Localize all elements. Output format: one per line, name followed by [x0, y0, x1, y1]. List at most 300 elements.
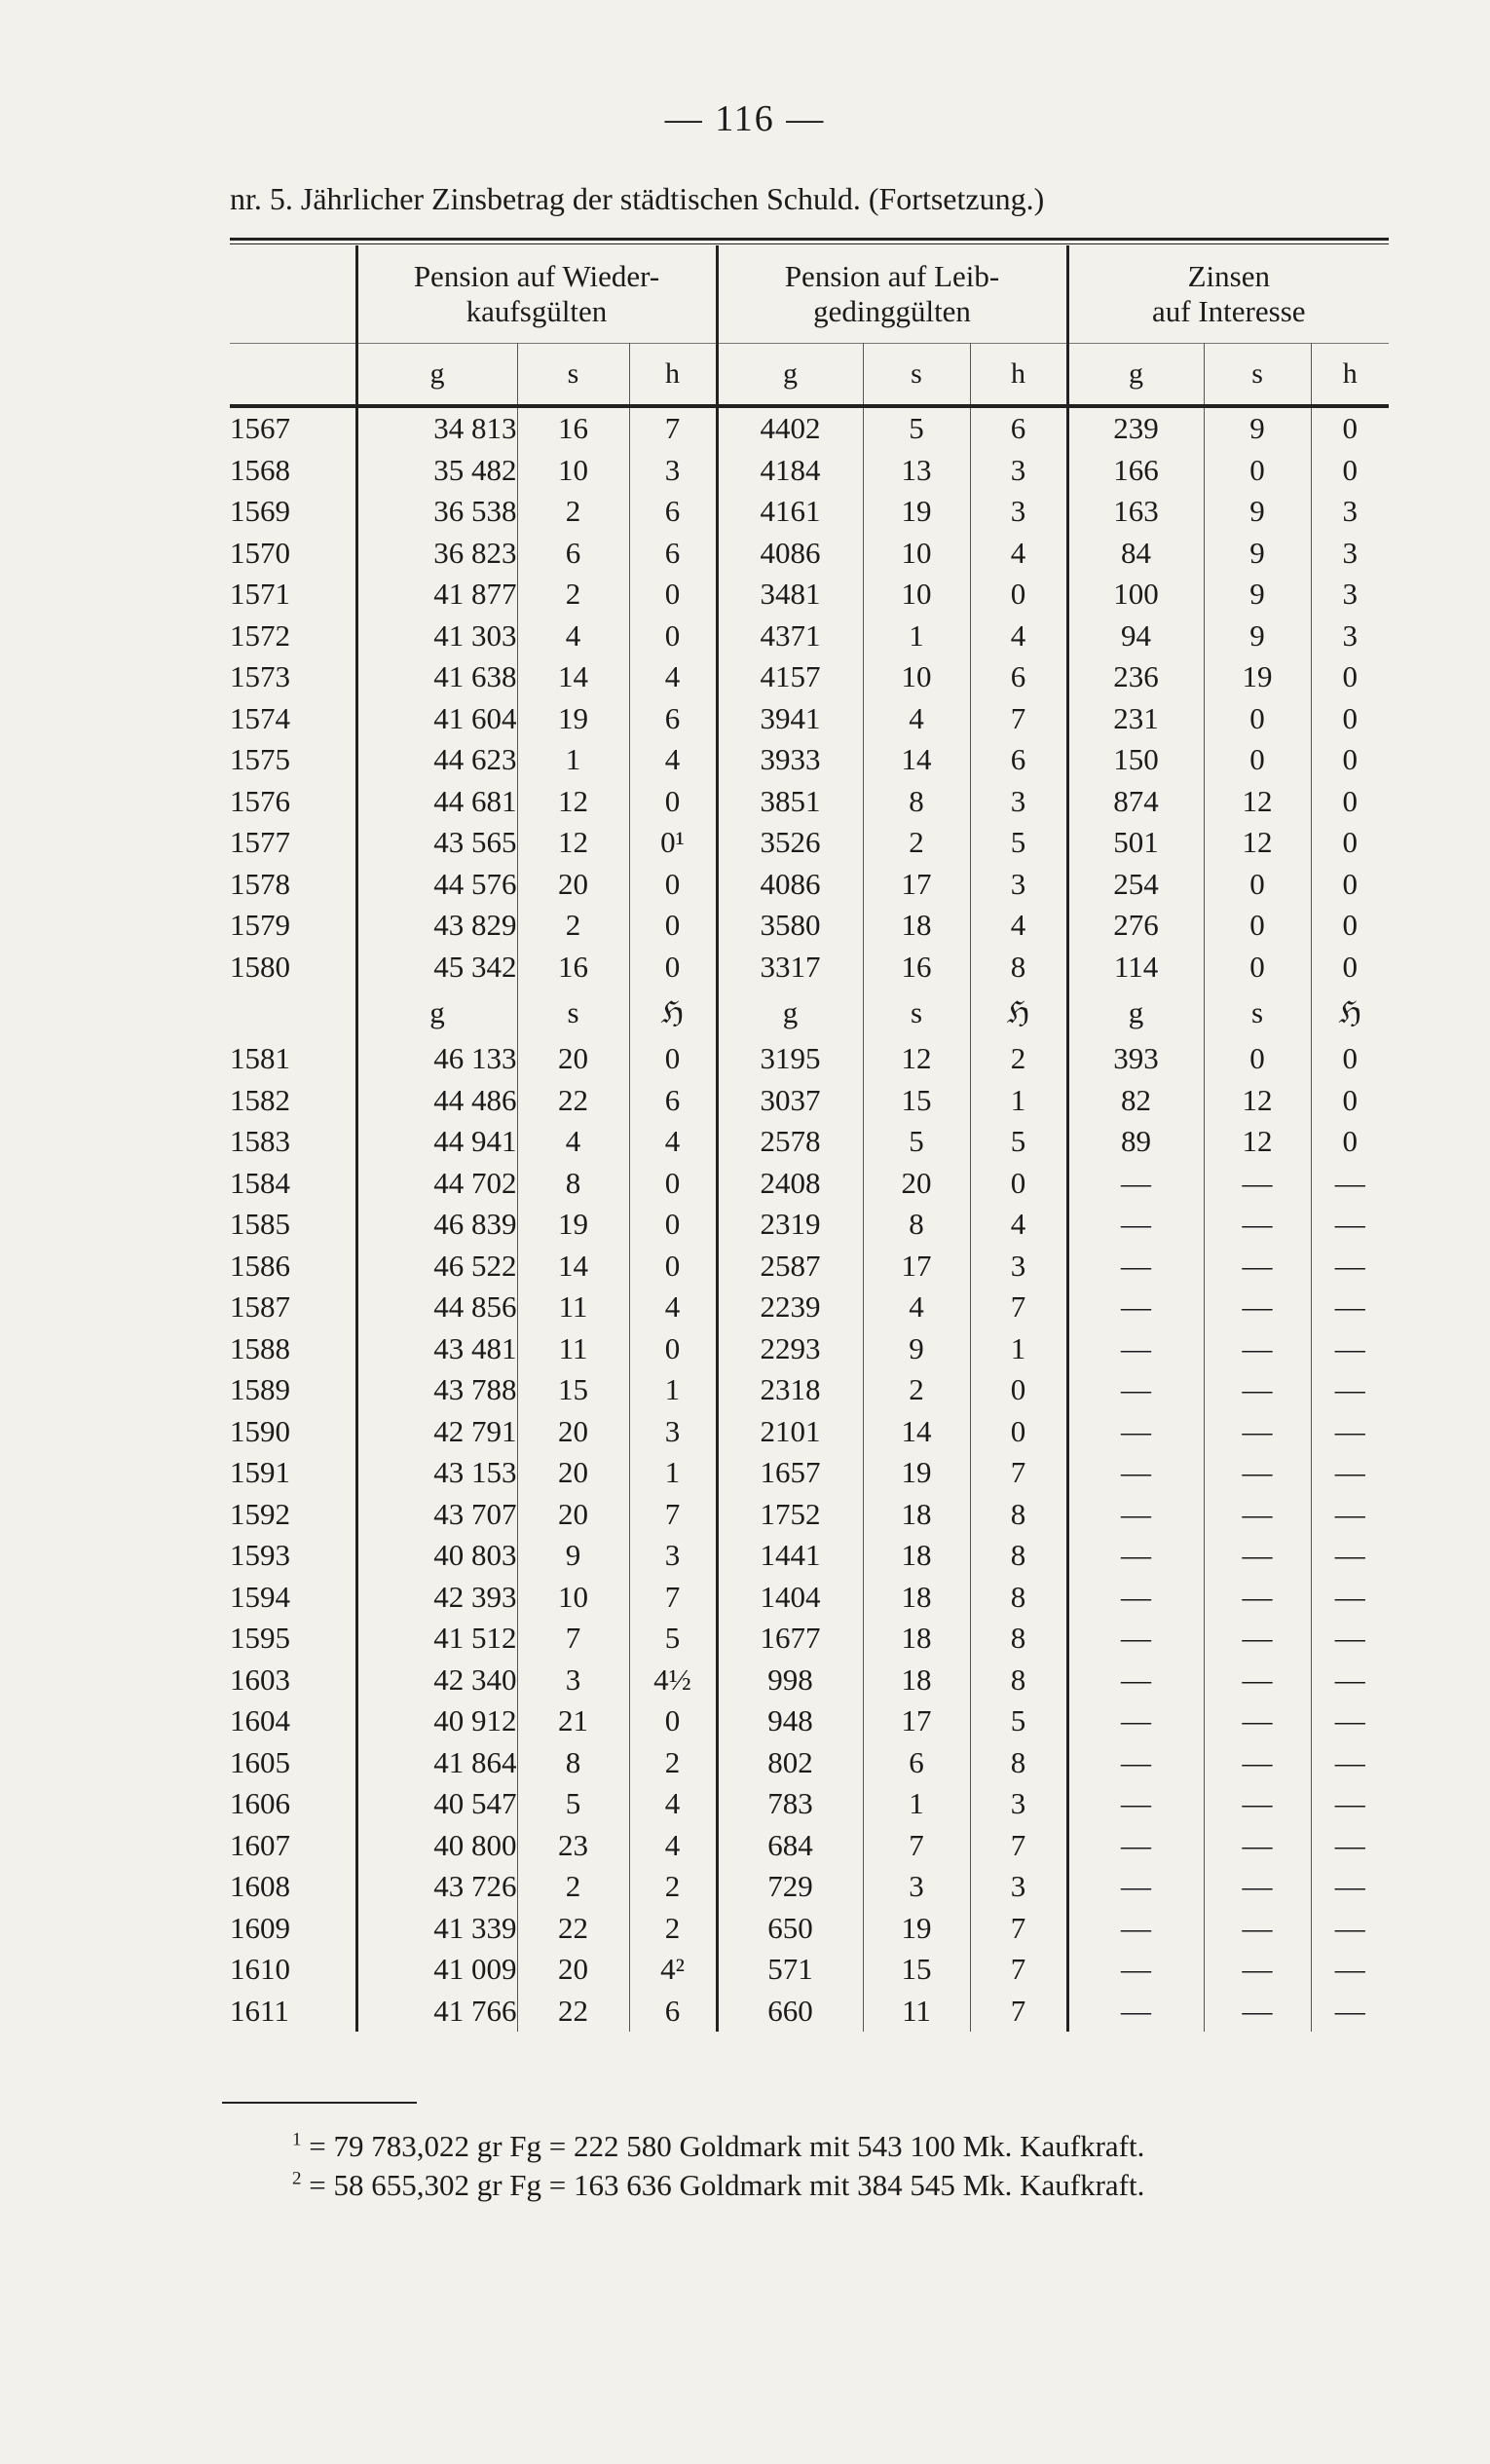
table-cell: 7: [629, 1577, 717, 1619]
table-cell: —: [1067, 1700, 1204, 1742]
table-cell: —: [1204, 1742, 1311, 1784]
table-cell: 10: [517, 1577, 629, 1619]
table-cell: 2239: [717, 1287, 863, 1328]
footnote-text: = 79 783,022 gr Fg = 222 580 Goldmark mit 543 100 Mk. Kaufkraft.: [301, 2129, 1145, 2163]
table-cell: 17: [863, 1700, 970, 1742]
table-cell: 13: [863, 450, 970, 492]
table-cell: 10: [863, 574, 970, 616]
table-cell: 0: [629, 616, 717, 657]
footnote: [292, 2166, 1144, 2205]
table-row: [230, 947, 1389, 989]
table-cell: 35 482: [356, 450, 517, 492]
table-cell: 2293: [717, 1328, 863, 1370]
table-cell: 0: [1311, 1038, 1389, 1080]
table-cell: 44 623: [356, 739, 517, 781]
table-cell: 4: [970, 616, 1067, 657]
table-cell: 9: [1204, 406, 1311, 450]
table-cell: 0: [629, 864, 717, 906]
table-cell: 4: [863, 698, 970, 740]
table-row: [230, 1991, 1389, 2033]
table-cell: —: [1311, 1535, 1389, 1577]
subheader-cell: ℌ: [629, 988, 717, 1038]
year-cell: 1603: [230, 1661, 290, 1697]
unit-header-cell: g: [356, 344, 517, 407]
table-cell: 1657: [717, 1452, 863, 1494]
table-cell: —: [1204, 1204, 1311, 1246]
table-cell: 2: [517, 574, 629, 616]
table-cell: 9: [1204, 574, 1311, 616]
table-cell: 2: [629, 1908, 717, 1950]
year-cell: 1570: [230, 535, 290, 570]
table-row: [230, 1369, 1389, 1411]
table-cell: —: [1311, 1369, 1389, 1411]
table-cell: —: [1311, 1618, 1389, 1660]
table-cell: —: [1067, 1494, 1204, 1536]
table-cell: 0: [1311, 822, 1389, 864]
caption-rule: [230, 238, 1389, 241]
table-cell: 8: [970, 1535, 1067, 1577]
table-cell: 6: [863, 1742, 970, 1784]
table-row: [230, 491, 1389, 533]
year-cell: 1586: [230, 1248, 290, 1283]
table-cell: —: [1204, 1369, 1311, 1411]
table-cell: 2: [970, 1038, 1067, 1080]
table-row: [230, 1660, 1389, 1701]
footnote-mark: 1: [292, 2129, 302, 2150]
year-cell: 1585: [230, 1207, 290, 1242]
table-cell: —: [1067, 1163, 1204, 1205]
table-cell: 5: [629, 1618, 717, 1660]
table-cell: —: [1204, 1452, 1311, 1494]
table-cell: —: [1311, 1494, 1389, 1536]
table-cell: —: [1204, 1246, 1311, 1288]
table-cell: 163: [1067, 491, 1204, 533]
table-cell: —: [1204, 1660, 1311, 1701]
currency-subheader-row: [230, 988, 1389, 1038]
table-cell: 2: [863, 1369, 970, 1411]
year-cell: 1584: [230, 1165, 290, 1200]
table-cell: —: [1311, 1660, 1389, 1701]
table-cell: 9: [863, 1328, 970, 1370]
table-cell: 7: [517, 1618, 629, 1660]
table-cell: 2587: [717, 1246, 863, 1288]
footnote-text: = 58 655,302 gr Fg = 163 636 Goldmark mit 384 545 Mk. Kaufkraft.: [301, 2168, 1145, 2202]
table-cell: 3: [517, 1660, 629, 1701]
table-cell: —: [1311, 1246, 1389, 1288]
year-cell: 1605: [230, 1744, 290, 1779]
table-cell: 4: [970, 533, 1067, 575]
table-cell: 3851: [717, 781, 863, 823]
table-cell: 3037: [717, 1080, 863, 1122]
table-cell: 0¹: [629, 822, 717, 864]
subheader-cell: g: [356, 988, 517, 1038]
table-cell: 948: [717, 1700, 863, 1742]
table-cell: 7: [970, 698, 1067, 740]
year-cell: 1575: [230, 742, 290, 777]
unit-header-cell: h: [970, 344, 1067, 407]
table-cell: 3317: [717, 947, 863, 989]
footnote-rule: [222, 2102, 417, 2104]
table-cell: 1752: [717, 1494, 863, 1536]
table-cell: 2: [863, 822, 970, 864]
table-cell: 2101: [717, 1411, 863, 1453]
table-cell: 5: [970, 822, 1067, 864]
table-cell: —: [1204, 1949, 1311, 1991]
table-cell: 84: [1067, 533, 1204, 575]
table-cell: 8: [970, 1660, 1067, 1701]
table-cell: 5: [517, 1783, 629, 1825]
table-cell: 44 576: [356, 864, 517, 906]
table-cell: 998: [717, 1660, 863, 1701]
table-cell: —: [1311, 1577, 1389, 1619]
table-cell: 0: [1311, 905, 1389, 947]
table-cell: 4: [629, 1121, 717, 1163]
subheader-year: [230, 988, 356, 1038]
table-cell: 45 342: [356, 947, 517, 989]
table-row: [230, 1866, 1389, 1908]
table-cell: —: [1311, 1742, 1389, 1784]
table-cell: 0: [629, 905, 717, 947]
table-cell: —: [1067, 1411, 1204, 1453]
year-cell: 1611: [230, 1993, 289, 2028]
table-cell: —: [1204, 1908, 1311, 1950]
table-cell: 8: [970, 1577, 1067, 1619]
table-cell: —: [1311, 1204, 1389, 1246]
table-cell: 0: [970, 1163, 1067, 1205]
table-cell: —: [1311, 1991, 1389, 2033]
table-cell: 6: [629, 1991, 717, 2033]
table-cell: —: [1067, 1452, 1204, 1494]
table-cell: 8: [970, 1618, 1067, 1660]
table-cell: 393: [1067, 1038, 1204, 1080]
table-cell: 41 512: [356, 1618, 517, 1660]
table-cell: 684: [717, 1825, 863, 1867]
table-cell: 0: [1311, 698, 1389, 740]
table-row: [230, 1038, 1389, 1080]
table-cell: 9: [1204, 491, 1311, 533]
year-cell: 1572: [230, 617, 290, 653]
table-row: [230, 1618, 1389, 1660]
table-row: [230, 1328, 1389, 1370]
table-cell: 15: [863, 1949, 970, 1991]
table-cell: —: [1067, 1660, 1204, 1701]
table-cell: 0: [1311, 739, 1389, 781]
table-cell: 0: [629, 1163, 717, 1205]
table-row: [230, 406, 1389, 450]
table-cell: —: [1067, 1825, 1204, 1867]
table-cell: 10: [517, 450, 629, 492]
table-row: [230, 1949, 1389, 1991]
table-cell: 150: [1067, 739, 1204, 781]
table-cell: 2408: [717, 1163, 863, 1205]
subheader-cell: s: [863, 988, 970, 1038]
table-cell: 6: [970, 656, 1067, 698]
table-cell: —: [1067, 1949, 1204, 1991]
table-cell: 43 565: [356, 822, 517, 864]
subheader-cell: ℌ: [1311, 988, 1389, 1038]
caption-rule-thin: [230, 243, 1389, 244]
table-cell: —: [1067, 1535, 1204, 1577]
table-cell: 11: [517, 1287, 629, 1328]
table-cell: 9: [517, 1535, 629, 1577]
year-cell: 1606: [230, 1786, 290, 1821]
table-cell: —: [1204, 1618, 1311, 1660]
table-cell: —: [1067, 1369, 1204, 1411]
subheader-cell: s: [1204, 988, 1311, 1038]
table-cell: 19: [517, 698, 629, 740]
table-cell: 4: [970, 1204, 1067, 1246]
table-row: [230, 1700, 1389, 1742]
table-cell: 3: [1311, 574, 1389, 616]
table-cell: 9: [1204, 533, 1311, 575]
table-cell: 7: [629, 1494, 717, 1536]
table-cell: 44 856: [356, 1287, 517, 1328]
table-cell: 44 941: [356, 1121, 517, 1163]
table-cell: 43 481: [356, 1328, 517, 1370]
year-header: [230, 245, 356, 344]
table-cell: —: [1311, 1866, 1389, 1908]
table-cell: 20: [517, 864, 629, 906]
table-cell: 4: [629, 656, 717, 698]
table-cell: 5: [863, 1121, 970, 1163]
year-cell: 1607: [230, 1827, 290, 1862]
table-cell: 0: [629, 1204, 717, 1246]
table-cell: 12: [1204, 822, 1311, 864]
table-cell: 3: [1311, 491, 1389, 533]
table-cell: 114: [1067, 947, 1204, 989]
table-cell: 3: [970, 491, 1067, 533]
unit-header-cell: g: [717, 344, 863, 407]
year-cell: 1573: [230, 659, 290, 694]
footnote-mark: 2: [292, 2168, 302, 2189]
table-cell: 43 707: [356, 1494, 517, 1536]
unit-header-cell: h: [1311, 344, 1389, 407]
table-cell: 1: [629, 1452, 717, 1494]
table-cell: —: [1067, 1866, 1204, 1908]
table-cell: 0: [629, 1700, 717, 1742]
table-cell: 12: [863, 1038, 970, 1080]
table-cell: 2: [517, 905, 629, 947]
table-cell: 44 486: [356, 1080, 517, 1122]
year-cell: 1582: [230, 1082, 290, 1117]
table-cell: 11: [517, 1328, 629, 1370]
table-cell: —: [1311, 1908, 1389, 1950]
table-cell: 4371: [717, 616, 863, 657]
table-cell: 19: [863, 1908, 970, 1950]
year-cell: 1604: [230, 1703, 290, 1738]
table-cell: 36 538: [356, 491, 517, 533]
table-cell: 8: [517, 1163, 629, 1205]
table-row: [230, 1204, 1389, 1246]
year-cell: 1608: [230, 1869, 290, 1904]
table-cell: 0: [1311, 450, 1389, 492]
table-cell: 16: [517, 947, 629, 989]
table-cell: 4: [970, 905, 1067, 947]
table-row: [230, 1577, 1389, 1619]
table-row: [230, 574, 1389, 616]
table-cell: 3195: [717, 1038, 863, 1080]
table-cell: 42 393: [356, 1577, 517, 1619]
table-cell: 4: [517, 1121, 629, 1163]
table-cell: 41 009: [356, 1949, 517, 1991]
table-cell: 276: [1067, 905, 1204, 947]
year-cell: 1569: [230, 494, 290, 529]
page-number: — 116 —: [664, 98, 826, 139]
table-cell: 783: [717, 1783, 863, 1825]
table-cell: —: [1311, 1949, 1389, 1991]
table-cell: 1: [970, 1080, 1067, 1122]
table-cell: 8: [970, 947, 1067, 989]
table-cell: 5: [970, 1121, 1067, 1163]
table-cell: —: [1204, 1825, 1311, 1867]
table-cell: 17: [863, 864, 970, 906]
table-row: [230, 1121, 1389, 1163]
table-row: [230, 739, 1389, 781]
table-cell: 2: [517, 1866, 629, 1908]
table-cell: 20: [517, 1452, 629, 1494]
year-cell: 1568: [230, 452, 290, 487]
table-row: [230, 450, 1389, 492]
table-cell: 20: [517, 1949, 629, 1991]
table-cell: —: [1311, 1411, 1389, 1453]
table-cell: 18: [863, 905, 970, 947]
table-cell: 10: [863, 656, 970, 698]
year-cell: 1579: [230, 908, 290, 943]
table-cell: 6: [629, 698, 717, 740]
table-cell: 4157: [717, 656, 863, 698]
table-row: [230, 1287, 1389, 1328]
table-cell: 8: [863, 781, 970, 823]
table-cell: 0: [1204, 739, 1311, 781]
table-cell: 0: [1204, 450, 1311, 492]
table-cell: 1: [863, 616, 970, 657]
table-cell: 43 829: [356, 905, 517, 947]
table-cell: —: [1204, 1577, 1311, 1619]
subheader-cell: g: [1067, 988, 1204, 1038]
table-cell: 3: [863, 1866, 970, 1908]
year-cell: 1594: [230, 1579, 290, 1614]
table-cell: 44 681: [356, 781, 517, 823]
table-cell: 19: [863, 491, 970, 533]
table-cell: 3: [970, 781, 1067, 823]
table-cell: 12: [1204, 1080, 1311, 1122]
table-cell: 23: [517, 1825, 629, 1867]
table-cell: 4: [629, 739, 717, 781]
table-cell: 0: [629, 1038, 717, 1080]
table-cell: 4086: [717, 864, 863, 906]
unit-header-cell: s: [863, 344, 970, 407]
table-cell: 236: [1067, 656, 1204, 698]
table-cell: 34 813: [356, 406, 517, 450]
table-cell: 43 726: [356, 1866, 517, 1908]
table-cell: —: [1311, 1287, 1389, 1328]
table-cell: 3: [1311, 616, 1389, 657]
table-cell: 8: [863, 1204, 970, 1246]
year-cell: 1583: [230, 1124, 290, 1159]
table-cell: 7: [970, 1825, 1067, 1867]
table-cell: 2318: [717, 1369, 863, 1411]
table-cell: 7: [970, 1908, 1067, 1950]
table-cell: 0: [629, 1328, 717, 1370]
table-cell: 19: [1204, 656, 1311, 698]
table-cell: 20: [517, 1494, 629, 1536]
table-cell: —: [1067, 1577, 1204, 1619]
table-cell: 7: [970, 1949, 1067, 1991]
table-cell: —: [1067, 1204, 1204, 1246]
table-cell: 802: [717, 1742, 863, 1784]
year-cell: 1577: [230, 825, 290, 860]
table-cell: 1: [863, 1783, 970, 1825]
table-row: [230, 698, 1389, 740]
unit-header-cell: s: [517, 344, 629, 407]
table-cell: 4: [863, 1287, 970, 1328]
table-cell: —: [1204, 1411, 1311, 1453]
footnote: [292, 2127, 1144, 2166]
table-row: [230, 1535, 1389, 1577]
table-row: [230, 905, 1389, 947]
table-cell: 0: [1204, 905, 1311, 947]
year-cell: 1567: [230, 411, 290, 446]
table-cell: 4½: [629, 1660, 717, 1701]
table-cell: 18: [863, 1618, 970, 1660]
table-cell: 12: [517, 781, 629, 823]
table-cell: 100: [1067, 574, 1204, 616]
table-cell: 12: [517, 822, 629, 864]
table-cell: 1: [517, 739, 629, 781]
table-cell: 0: [970, 1369, 1067, 1411]
table-cell: 14: [517, 656, 629, 698]
table-cell: 0: [1311, 406, 1389, 450]
table-cell: 729: [717, 1866, 863, 1908]
table-cell: 650: [717, 1908, 863, 1950]
year-cell: 1580: [230, 949, 290, 984]
table-row: [230, 1452, 1389, 1494]
table-row: [230, 1411, 1389, 1453]
table-cell: 18: [863, 1660, 970, 1701]
table-row: [230, 1908, 1389, 1950]
subheader-cell: s: [517, 988, 629, 1038]
table-cell: 4184: [717, 450, 863, 492]
table-cell: 0: [970, 574, 1067, 616]
table-cell: 3580: [717, 905, 863, 947]
table-cell: 19: [863, 1452, 970, 1494]
table-cell: 3: [629, 1411, 717, 1453]
table-cell: 0: [1204, 864, 1311, 906]
table-cell: 4: [629, 1783, 717, 1825]
table-cell: 6: [970, 406, 1067, 450]
table-cell: 239: [1067, 406, 1204, 450]
table-cell: —: [1311, 1783, 1389, 1825]
table-cell: 41 638: [356, 656, 517, 698]
table-cell: 4402: [717, 406, 863, 450]
table-cell: 41 766: [356, 1991, 517, 2033]
unit-header-row: [230, 344, 1389, 407]
table-cell: 9: [1204, 616, 1311, 657]
table-cell: —: [1067, 1908, 1204, 1950]
table-cell: —: [1204, 1783, 1311, 1825]
table-cell: 4: [517, 616, 629, 657]
table-cell: 12: [1204, 1121, 1311, 1163]
table-cell: —: [1204, 1991, 1311, 2033]
subheader-cell: g: [717, 988, 863, 1038]
table-cell: —: [1204, 1866, 1311, 1908]
year-cell: 1592: [230, 1496, 290, 1531]
table-cell: 46 839: [356, 1204, 517, 1246]
table-cell: 7: [970, 1287, 1067, 1328]
table-row: [230, 781, 1389, 823]
table-cell: 1: [970, 1328, 1067, 1370]
table-cell: 14: [863, 1411, 970, 1453]
